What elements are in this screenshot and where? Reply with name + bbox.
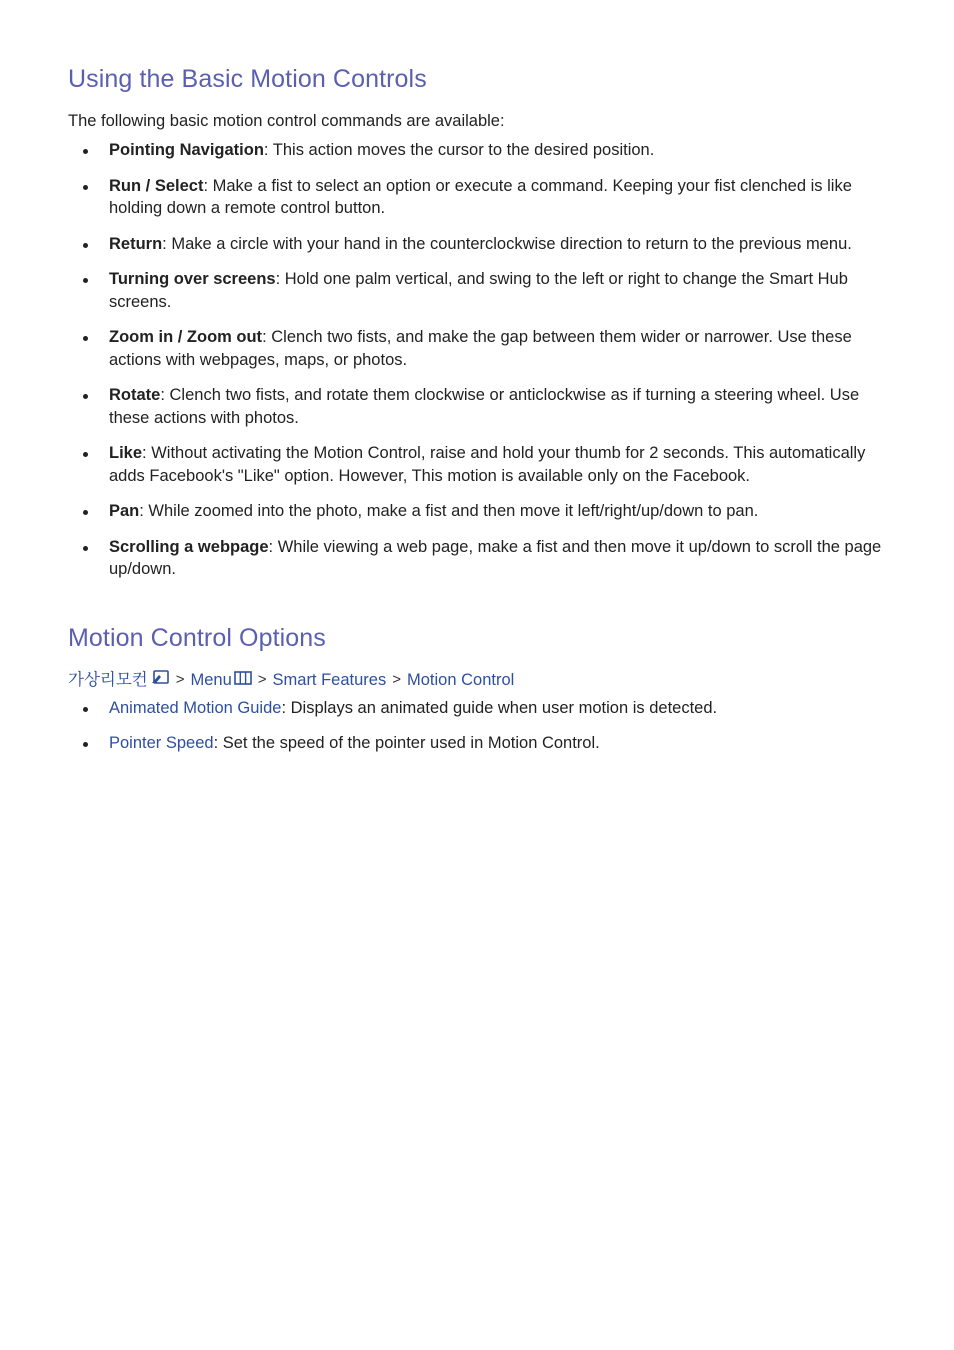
item-desc: : This action moves the cursor to the desired position. [263,141,655,159]
bullet-icon [83,546,88,551]
list-item [68,536,888,581]
list-item [68,732,888,755]
list-item [68,326,888,371]
item-term: Pan [109,502,140,520]
section-title-basic-motion: Using the Basic Motion Controls [68,65,427,93]
list-item [68,175,888,220]
bullet-icon [83,243,88,248]
motion-options-list [68,697,888,755]
bullet-icon [83,149,88,154]
list-item [68,233,888,256]
option-pointer-speed[interactable]: Pointer Speed [109,734,214,752]
bullet-icon [83,185,88,190]
item-desc: : Without activating the Motion Control, raise and hold your thumb for 2 seconds. This automatically adds Facebook's "Like" option. However, This motion is available only on the Facebook. [109,444,866,485]
bullet-icon [83,336,88,341]
breadcrumb-separator: > [175,670,185,688]
breadcrumb-motion-control[interactable]: Motion Control [407,670,515,689]
bullet-icon [83,278,88,283]
basic-motion-list [68,139,888,581]
breadcrumb [68,669,888,691]
item-desc: : Make a fist to select an option or execute a command. Keeping your fist clenched is like holding down a remote control button. [109,176,852,217]
bullet-icon [83,707,88,712]
basic-motion-section [68,62,888,581]
breadcrumb-separator: > [257,670,267,688]
list-item [68,139,888,162]
item-term: Pointing Navigation [109,141,264,159]
item-desc: : While viewing a web page, make a fist and then move it up/down to scroll the page up/down. [109,537,882,578]
breadcrumb-smart-features[interactable]: Smart Features [272,670,387,689]
item-term: Run / Select [109,176,204,195]
breadcrumb-menu[interactable]: Menu [190,670,232,689]
list-item [68,268,888,313]
motion-options-section [68,621,888,755]
list-item [68,500,888,523]
menu-grid-icon [234,669,252,691]
item-desc: : Make a circle with your hand in the counterclockwise direction to return to the previous menu. [162,234,852,253]
bullet-icon [83,742,88,747]
bullet-icon [83,452,88,457]
breadcrumb-remote[interactable]: 가상리모컨 [68,670,148,689]
bullet-icon [83,394,88,399]
item-desc: : Set the speed of the pointer used in Motion Control. [213,734,600,752]
item-term: Rotate [109,386,161,404]
item-desc: : Clench two fists, and make the gap between them wider or narrower. Use these actions with webpages, maps, or photos. [109,328,852,369]
option-animated-motion-guide[interactable]: Animated Motion Guide [109,698,282,717]
item-term: Like [109,444,143,462]
breadcrumb-separator: > [392,670,401,688]
item-desc: : While zoomed into the photo, make a fist and then move it left/right/up/down to pan. [139,502,759,520]
item-desc: : Displays an animated guide when user motion is detected. [281,698,718,717]
virtual-remote-icon [150,669,170,691]
bullet-icon [83,510,88,515]
intro-text: The following basic motion control commands are available: [68,112,505,130]
list-item [68,697,888,720]
item-desc: : Hold one palm vertical, and swing to the left or right to change the Smart Hub screens. [109,270,848,311]
item-term: Return [109,234,163,253]
item-term: Zoom in / Zoom out [109,328,263,346]
list-item [68,384,888,429]
list-item [68,442,888,487]
manual-page [68,62,888,768]
item-desc: : Clench two fists, and rotate them clockwise or anticlockwise as if turning a steering wheel. Use these actions with photos. [109,386,860,427]
section-title-motion-options: Motion Control Options [68,623,326,652]
item-term: Scrolling a webpage [109,537,269,556]
item-term: Turning over screens [109,270,276,288]
